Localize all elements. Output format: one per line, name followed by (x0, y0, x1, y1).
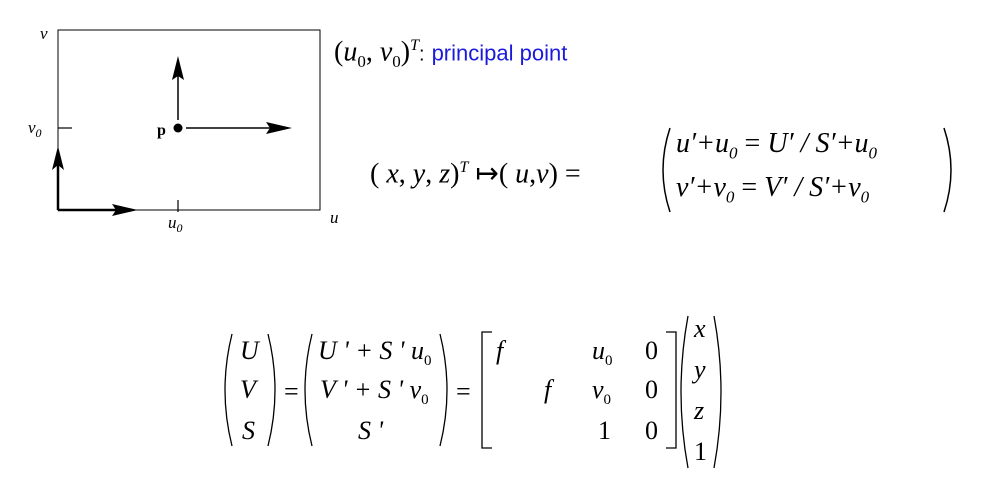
K-u0: $u_0$ (592, 336, 613, 369)
map-equals: = (564, 158, 581, 190)
mid-row3: S ' (358, 416, 384, 445)
vec-1: 1 (694, 437, 707, 466)
row2-rhs-sub: 0 (860, 187, 870, 207)
K-f1: f (496, 336, 504, 365)
v0-label: $v_0$ (28, 118, 42, 140)
pp-colon: : (419, 43, 425, 66)
vec-S: S (242, 416, 255, 445)
map-u: u (515, 158, 530, 190)
maps-to-arrow: ↦ (475, 158, 499, 190)
row1-eq: = (744, 128, 761, 159)
pp-comma: , (365, 36, 380, 68)
row1-rhs-sub: 0 (868, 143, 877, 163)
paren-open: ( (334, 36, 344, 68)
usv-left-paren (225, 334, 232, 446)
map-uv-open: ( (498, 158, 516, 190)
map-sup: T (459, 159, 469, 176)
u0-label: $u_0$ (168, 213, 183, 235)
row1-lhs: u′+u (676, 128, 730, 159)
map-y: y (412, 158, 426, 190)
map-v: v (536, 158, 549, 190)
vec-U: U (240, 336, 259, 365)
K-z1: 0 (645, 336, 658, 365)
map-uv-close: ) (548, 158, 558, 190)
row2-sub: 0 (725, 187, 735, 207)
mid-right-paren (440, 334, 447, 446)
mid-row2: V ' + S ' $v_0$ (320, 375, 429, 408)
vec-y: y (694, 355, 706, 384)
K-left-bracket (482, 332, 492, 448)
xyz1-right-paren (714, 316, 721, 468)
vec-V: V (240, 375, 256, 404)
pp-u: u (343, 36, 358, 68)
pp-v-sub: 0 (392, 51, 401, 71)
paren-close: ) (400, 36, 411, 68)
mid-row1: U ' + S ' $u_0$ (318, 336, 432, 369)
mid-left-paren (305, 334, 312, 446)
K-z2: 0 (645, 375, 658, 404)
map-x: x (386, 158, 399, 190)
K-z3: 0 (645, 416, 658, 445)
map-comma1: , (398, 158, 413, 190)
point-p-label: p (157, 122, 166, 139)
row2-eq: = (741, 172, 758, 203)
K-v0: $v_0$ (592, 375, 612, 408)
pp-v: v (379, 36, 393, 68)
row2-lhs: v′+v (676, 172, 726, 203)
pp-sup: T (410, 37, 419, 54)
axis-u-label: u (330, 208, 339, 227)
K-one: 1 (598, 416, 611, 445)
row1-rhs: U′ / S′+u (767, 128, 869, 159)
map-paren-open: ( (370, 158, 387, 190)
axis-v-label: v (40, 24, 48, 43)
row2-rhs: V′ / S′+v (764, 172, 861, 203)
equals-2: = (456, 377, 471, 406)
equals-1: = (284, 377, 299, 406)
vec-x: x (694, 314, 706, 343)
row1-sub: 0 (729, 143, 738, 163)
xyz1-left-paren (681, 316, 688, 468)
pp-u-sub: 0 (357, 51, 366, 71)
vec-z: z (694, 396, 705, 425)
usv-right-paren (268, 334, 275, 446)
K-right-bracket (666, 332, 676, 448)
map-comma2: , (425, 158, 440, 190)
map-uv-comma: , (529, 158, 537, 190)
K-f2: f (544, 375, 552, 404)
map-paren-close: ) (450, 158, 460, 190)
principal-point-note: principal point (431, 40, 568, 66)
map-z: z (439, 158, 451, 190)
